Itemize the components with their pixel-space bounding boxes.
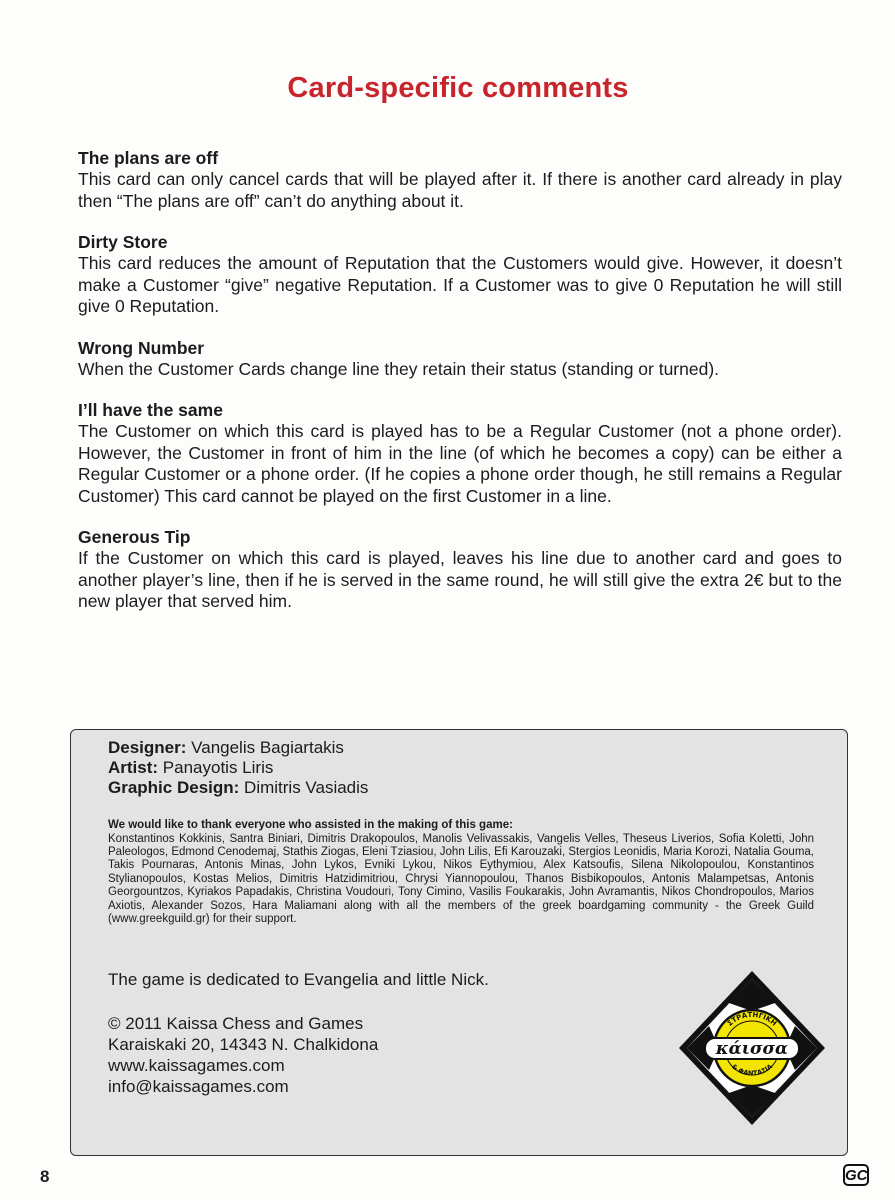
logo-top-text: ΣΤΡΑΤΗΓΙΚΗ	[725, 1010, 779, 1028]
dedication: The game is dedicated to Evangelia and little Nick.	[108, 970, 489, 989]
acknowledgements	[108, 819, 814, 926]
logo-name: κάισσα	[715, 1039, 789, 1059]
page-title: Card-specific comments	[287, 72, 629, 104]
card-comments	[78, 148, 842, 633]
credit-value: Panayotis Liris	[162, 758, 274, 777]
credit-label: Designer:	[108, 738, 187, 757]
comment-body: If the Customer on which this card is played, leaves his line due to another card and goes to another player’s line, then if he is served in the same round, he will still give the extra 2€ but to the new player that served him.	[78, 548, 842, 611]
page-number: 8	[40, 1167, 50, 1186]
kaissa-logo-icon	[679, 971, 825, 1125]
credit-artist	[108, 758, 808, 778]
credits-list	[108, 738, 808, 798]
credit-graphic-design	[108, 778, 808, 798]
comment-body: This card can only cancel cards that will be played after it. If there is another card already in play then “The plans are off” can’t do anything about it.	[78, 169, 842, 211]
comment-dirty-store	[78, 232, 842, 318]
comment-heading: Generous Tip	[78, 527, 191, 547]
credit-label: Graphic Design:	[108, 778, 240, 797]
address: Karaiskaki 20, 14343 N. Chalkidona	[108, 1035, 379, 1054]
comment-wrong-number	[78, 338, 842, 381]
credit-label: Artist:	[108, 758, 159, 777]
comment-heading: The plans are off	[78, 148, 219, 168]
credit-value: Vangelis Bagiartakis	[191, 738, 344, 757]
comment-ill-have-the-same	[78, 400, 842, 507]
copyright: © 2011 Kaissa Chess and Games	[108, 1014, 364, 1033]
credit-designer	[108, 738, 808, 758]
comment-the-plans-are-off	[78, 148, 842, 212]
email: info@kaissagames.com	[108, 1077, 289, 1096]
comment-body: The Customer on which this card is played has to be a Regular Customer (not a phone order). However, the Customer in front of him in the line (of which he becomes a copy) can be either a Regular Customer or a phone order. (If he copies a phone order though, he still remains a Regular Customer) This card cannot be played on the first Customer in a line.	[78, 421, 842, 506]
website: www.kaissagames.com	[108, 1056, 285, 1075]
credit-value: Dimitris Vasiadis	[244, 778, 369, 797]
acknowledgements-body: Konstantinos Kokkinis, Santra Biniari, Dimitris Drakopoulos, Manolis Velivassakis, Vangelis Velles, Theseus Liverios, Sofia Koletti, John Paleologos, Edmond Cenodemaj, Stathis Ziogas, Eleni Tziasiou, John Lilis, Efi Karouzaki, Stergios Leonidis, Maria Korozi, Natalia Gouma, Takis Pournaras, Antonis Minas, John Lykos, Evniki Lykou, Nikos Eythymiou, Alex Katsoufis, Silena Nikolopoulou, Konstantinos Stylianopoulos, Kostas Melios, Dimitris Hatzidimitriou, Chrysi Yiannopoulou, Thanos Bisbikopoulos, Antonis Malampetsas, Antonis Georgountzos, Kyriakos Papadakis, Christina Voudouri, Tony Cimino, Vasilis Foukarakis, John Avramantis, Nikos Chondropoulos, Marios Axiotis, Alexander Sozos, Hara Maliamani along with all the members of the greek boardgaming community - the Greek Guild (www.greekguild.gr) for their support.	[108, 832, 814, 925]
publisher-contact	[108, 1013, 378, 1097]
acknowledgements-heading: We would like to thank everyone who assisted in the making of this game:	[108, 819, 513, 831]
comment-heading: I’ll have the same	[78, 400, 223, 420]
corner-watermark: GC	[843, 1164, 869, 1186]
comment-generous-tip	[78, 527, 842, 613]
comment-heading: Dirty Store	[78, 232, 168, 252]
comment-body: When the Customer Cards change line they retain their status (standing or turned).	[78, 358, 720, 379]
comment-body: This card reduces the amount of Reputation that the Customers would give. However, it doesn’t make a Customer “give” negative Reputation. If a Customer was to give 0 Reputation he will still give 0 Reputation.	[78, 253, 842, 316]
credits-box	[70, 729, 848, 1156]
comment-heading: Wrong Number	[78, 337, 205, 358]
logo-bottom-text: & ΦΑΝΤΑΣΙΑ	[730, 1062, 774, 1078]
